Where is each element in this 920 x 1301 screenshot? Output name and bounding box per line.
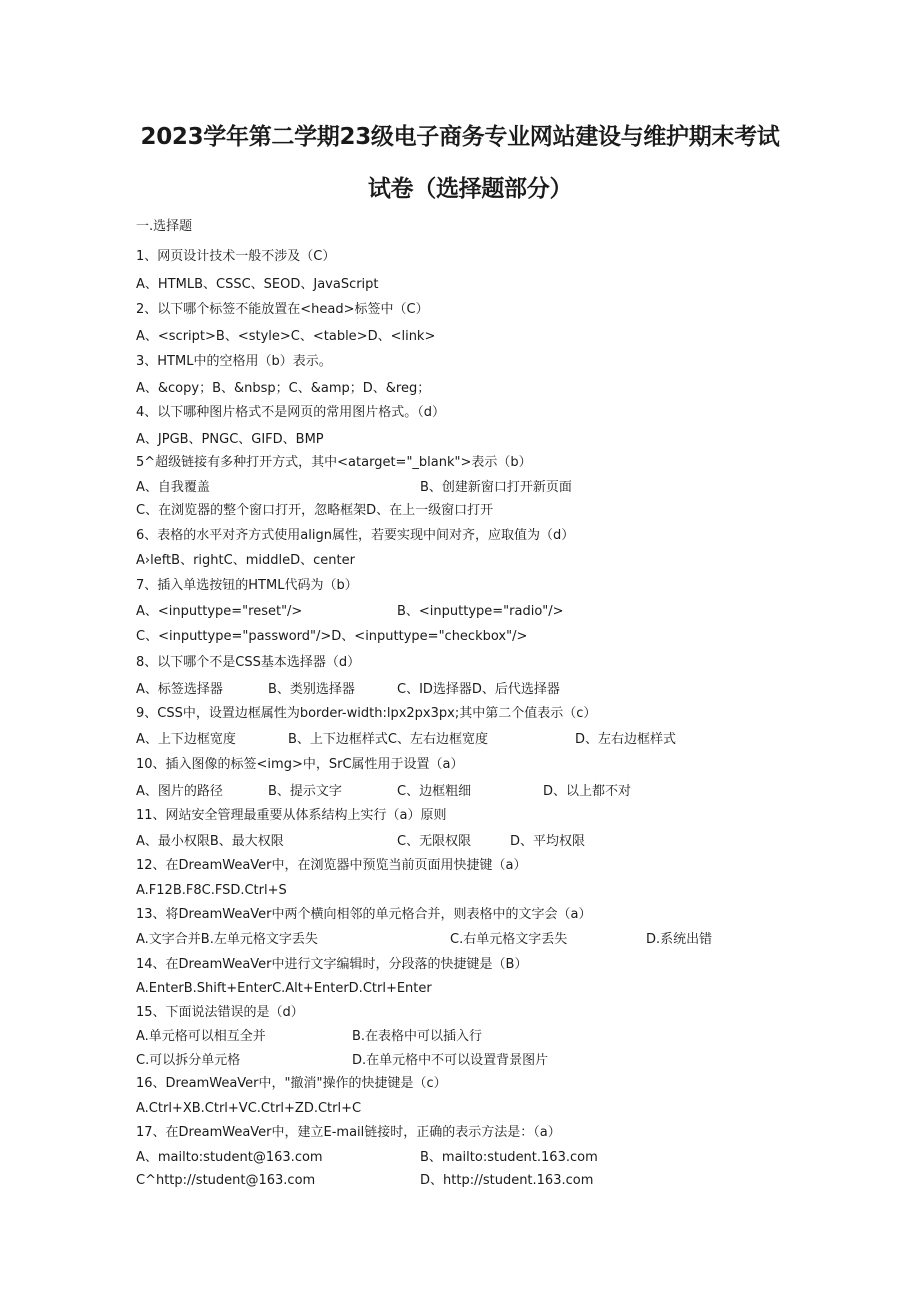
q5-option-a: A、自我覆盖 [136,480,210,495]
question-2: 2、以下哪个标签不能放置在<head>标签中（C） [136,302,429,317]
question-10: 10、插入图像的标签<img>中，SrC属性用于设置（a） [136,757,464,772]
q16-options: A.Ctrl+XB.Ctrl+VC.Ctrl+ZD.Ctrl+C [136,1101,362,1116]
question-8: 8、以下哪个不是CSS基本选择器（d） [136,655,361,670]
q14-options: A.EnterB.Shift+EnterC.Alt+EnterD.Ctrl+Enter [136,981,432,996]
q17-option-c: C^http://student@163.com [136,1173,316,1188]
q2-options: A、<script>B、<style>C、<table>D、<link> [136,329,436,344]
q8-option-b: B、类别选择器 [268,682,355,697]
q11-option-ab: A、最小权限B、最大权限 [136,834,284,849]
q13-option-d: D.系统出错 [646,932,713,947]
q3-options: A、&copy；B、&nbsp；C、&amp；D、&reg； [136,381,431,396]
q5-option-cd: C、在浏览器的整个窗口打开，忽略框架D、在上一级窗口打开 [136,503,494,518]
q4-options: A、JPGB、PNGC、GIFD、BMP [136,432,324,447]
q12-options: A.F12B.F8C.FSD.Ctrl+S [136,883,287,898]
q7-option-b: B、<inputtype="radio"/> [397,604,564,619]
question-5: 5^超级链接有多种打开方式，其中<atarget="_blank">表示（b） [136,455,532,470]
question-4: 4、以下哪种图片格式不是网页的常用图片格式。（d） [136,405,446,420]
question-7: 7、插入单选按钮的HTML代码为（b） [136,578,358,593]
q8-option-a: A、标签选择器 [136,682,223,697]
q5-option-b: B、创建新窗口打开新页面 [420,480,572,495]
q15-option-d: D.在单元格中不可以设置背景图片 [352,1053,549,1068]
q17-option-a: A、mailto:student@163.com [136,1150,323,1165]
question-12: 12、在DreamWeaVer中，在浏览器中预览当前页面用快捷键（a） [136,858,527,873]
question-14: 14、在DreamWeaVer中进行文字编辑时，分段落的快捷键是（B） [136,957,528,972]
question-16: 16、DreamWeaVer中，"撤消"操作的快捷键是（c） [136,1076,447,1091]
question-11: 11、网站安全管理最重要从体系结构上实行（a）原则 [136,808,447,823]
q7-option-a: A、<inputtype="reset"/> [136,604,303,619]
q15-option-a: A.单元格可以相互全并 [136,1029,266,1044]
q17-option-b: B、mailto:student.163.com [420,1150,598,1165]
document-title-line-2: 试卷（选择题部分） [367,176,573,202]
q13-option-c: C.右单元格文字丢失 [450,932,568,947]
q7-option-cd: C、<inputtype="password"/>D、<inputtype="checkbox"/> [136,629,528,644]
question-1: 1、网页设计技术一般不涉及（C） [136,249,336,264]
q15-option-c: C.可以拆分单元格 [136,1053,241,1068]
document-title-line-1: 2023学年第二学期23级电子商务专业网站建设与维护期末考试 [140,124,780,150]
q1-options: A、HTMLB、CSSC、SEOD、JavaScript [136,277,379,292]
question-17: 17、在DreamWeaVer中，建立E-mail链接时，正确的表示方法是：（a） [136,1125,561,1140]
q13-option-ab: A.文字合并B.左单元格文字丢失 [136,932,318,947]
q10-option-a: A、图片的路径 [136,784,223,799]
q6-options: A›leftB、rightC、middleD、center [136,553,355,568]
question-15: 15、下面说法错误的是（d） [136,1005,304,1020]
q8-option-cd: C、ID选择器D、后代选择器 [397,682,560,697]
question-13: 13、将DreamWeaVer中两个横向相邻的单元格合并，则表格中的文字会（a） [136,907,592,922]
q17-option-d: D、http://student.163.com [420,1173,594,1188]
q10-option-b: B、提示文字 [268,784,342,799]
question-6: 6、表格的水平对齐方式使用align属性，若要实现中间对齐，应取值为（d） [136,528,575,543]
section-heading: 一.选择题 [136,219,193,234]
q9-option-a: A、上下边框宽度 [136,732,236,747]
q10-option-d: D、以上都不对 [543,784,632,799]
question-9: 9、CSS中，设置边框属性为border-width:lpx2px3px;其中第二个值表示（c） [136,706,597,721]
q10-option-c: C、边框粗细 [397,784,472,799]
q9-option-d: D、左右边框样式 [575,732,677,747]
q11-option-c: C、无限权限 [397,834,472,849]
question-3: 3、HTML中的空格用（b）表示。 [136,354,332,369]
q11-option-d: D、平均权限 [510,834,586,849]
q9-option-bc: B、上下边框样式C、左右边框宽度 [288,732,488,747]
q15-option-b: B.在表格中可以插入行 [352,1029,483,1044]
